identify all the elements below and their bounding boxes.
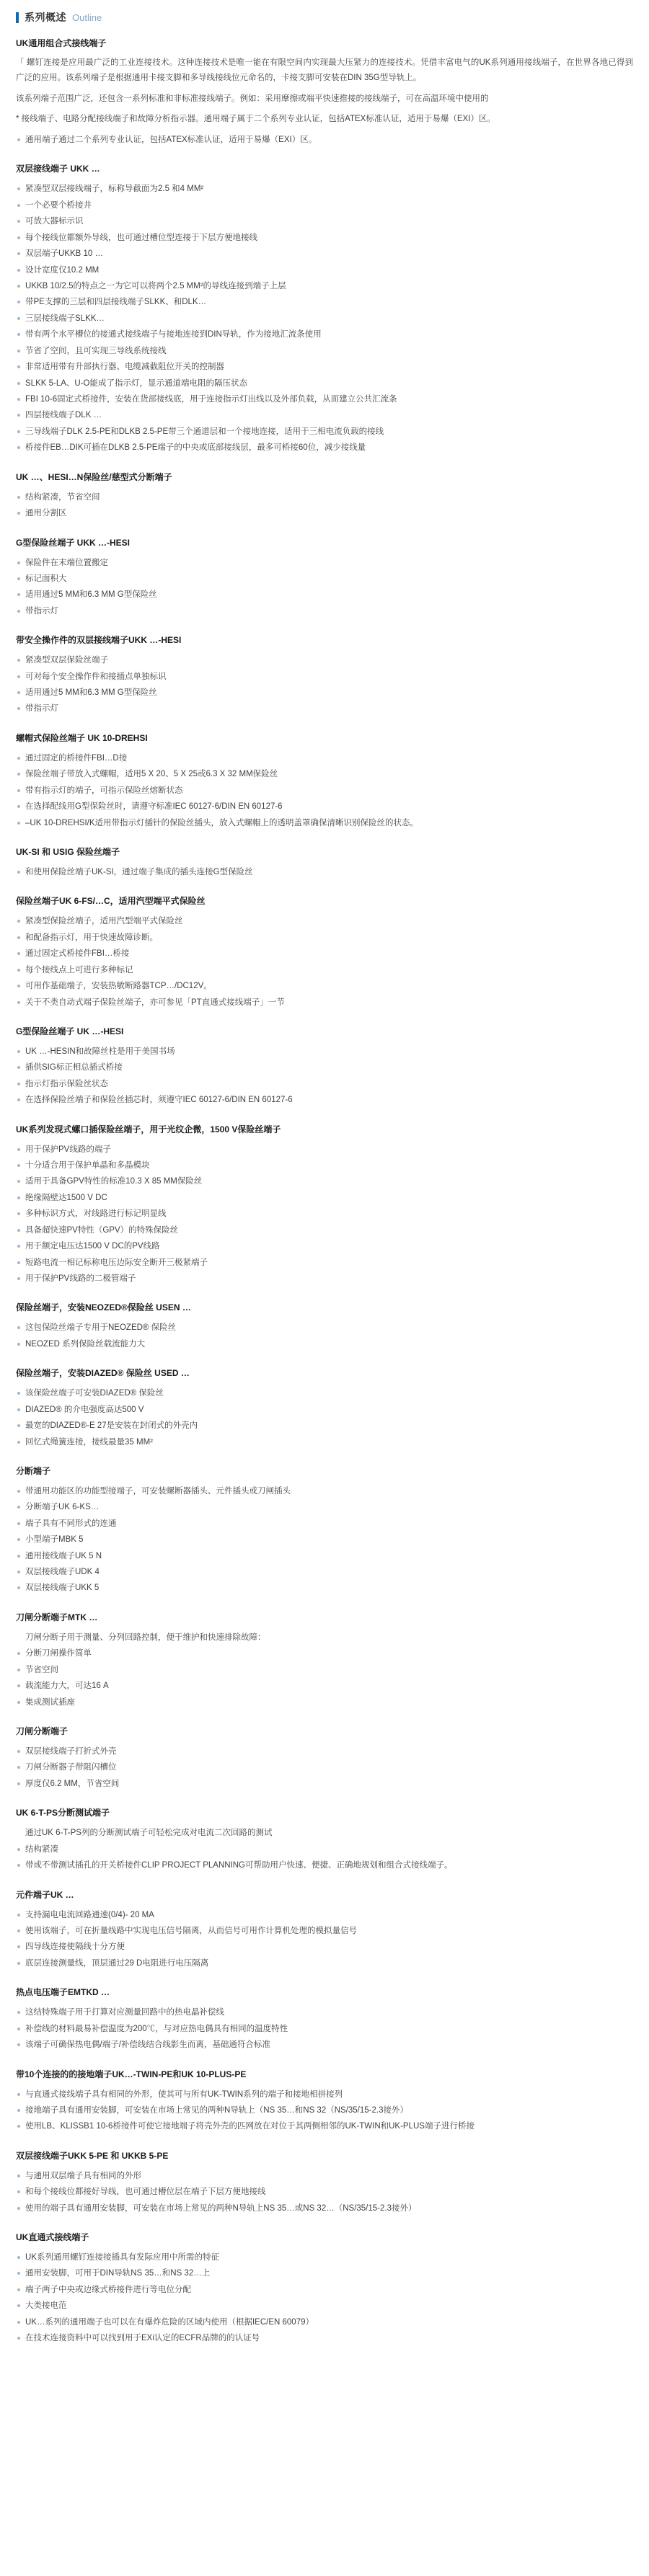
- bullet-list: [16, 2087, 633, 2135]
- list-item: 紧凑型双层接线端子，标称导截面为2.5 和4 MM²: [16, 181, 633, 197]
- list-item: 用于额定电压达1500 V DC的PV线路: [16, 1238, 633, 1254]
- section-heading-double-deck-ukk: 双层接线端子 UKK …: [16, 164, 100, 174]
- list-item: 与直通式接线端子具有相同的外形，使其可与所有UK-TWIN系列的端子和接地相拼接列: [16, 2087, 633, 2102]
- list-item: 可放大器标示识: [16, 213, 633, 229]
- bullet-list: [16, 2168, 633, 2216]
- list-item: 支持漏电电流回路通速(0/4)- 20 MA: [16, 1907, 633, 1923]
- bullet-list: [16, 1483, 633, 1596]
- list-item: 通用端子通过二个系列专业认证，包括ATEX标准认证，适用于易爆（EXI）区。: [16, 132, 633, 148]
- paragraph: 「 螺钉连接是应用最广泛的工业连接技术。这种连接技术是唯一能在有限空间内实现最大压紧力的连接技术。凭借丰富电气的UK系列通用接线端子，在世界各地已得到广泛的应用。该系列端子是根据通用卡接支脚和多导线接线位元命名的，卡接支脚可安装在DIN 35G型导轨上。: [16, 58, 633, 83]
- list-item: 带或不带测试插孔的开关桥接件CLIP PROJECT PLANNING可帮助用户快速、便捷、正确地规划和组合式接线端子。: [16, 1857, 633, 1873]
- list-item: 最宽的DIAZED®-E 27是安装在封闭式的外壳内: [16, 1418, 633, 1434]
- list-item: 通过UK 6-T-PS列的分断测试端子可轻松完成对电流二次回路的测试: [25, 1829, 273, 1838]
- list-item: 带指示灯: [16, 603, 633, 619]
- list-item: 刀闸分断子用于测量、分列回路控制，便于维护和快速排除故障：: [25, 1633, 266, 1642]
- title-accent-bar: [16, 12, 19, 23]
- bullet-list: [16, 913, 633, 1011]
- list-item: 四导线连接使隔线十分方便: [16, 1939, 633, 1955]
- bullet-list: [16, 132, 633, 148]
- list-item: SLKK 5-LA、U-O能成了指示灯，显示通道端电阻的隔压状态: [16, 376, 633, 391]
- paragraph: * 接线端子、电路分配接线端子和故障分析指示器。通用端子属于二个系列专业认证，包括ATEX标准认证，适用于易爆（EXI）区。: [16, 114, 495, 123]
- bullet-list: [16, 1630, 633, 1710]
- list-item: 双层接线端子UKK 5: [16, 1580, 633, 1596]
- bullet-list: [16, 1907, 633, 1972]
- list-item: 和使用保险丝端子UK-SI，通过端子集成的插头连接G型保险丝: [16, 864, 633, 880]
- list-item: 使用该端子，可在折量线路中实现电压信号隔离，从而信号可用作计算机处理的模拟量信号: [16, 1923, 633, 1939]
- list-item: UK系列通用螺钉连接接插具有发际应用中所需的特征: [16, 2249, 633, 2265]
- list-item: 在选择保险丝端子和保险丝插芯时，须遵守IEC 60127-6/DIN EN 60127-6: [16, 1092, 633, 1108]
- list-item: 设计宽度仅10.2 MM: [16, 262, 633, 278]
- list-item: 通过固定的桥接件FBI…D接: [16, 750, 633, 766]
- list-item: 节省了空间，且可实现三导线系统接线: [16, 343, 633, 359]
- list-item: 与通用双层端子具有相同的外形: [16, 2168, 633, 2184]
- page-title-cn: 系列概述: [25, 12, 66, 23]
- bullet-list: [16, 1825, 633, 1873]
- list-item: 和配备指示灯，用于快速故障诊断。: [16, 930, 633, 946]
- list-item: 端子两子中央或边缘式桥接件进行等电位分配: [16, 2282, 633, 2298]
- paragraph: 该系列端子范围广泛，还包含一系列标准和非标准接线端子。例如：采用摩擦或端平快速推接的接线端子，可在高温环境中使用的: [16, 94, 489, 103]
- section-heading-uk-hesi: UK …、HESI…N保险丝/慈型式分断端子: [16, 471, 172, 482]
- list-item: 端子具有不同形式的连通: [16, 1516, 633, 1532]
- list-item: 结构紧凑: [16, 1842, 633, 1857]
- list-item: 短路电流一相记标称电压边际安全断开三极紧端子: [16, 1255, 633, 1271]
- list-item: 节省空间: [16, 1662, 633, 1678]
- list-item: 每个接线点上可进行多种标记: [16, 962, 633, 978]
- bullet-list: [16, 652, 633, 717]
- list-item: 集成测试插座: [16, 1695, 633, 1710]
- list-item: 可用作基础端子，安装热敏断路器TCP…/DC12V。: [16, 978, 633, 994]
- list-item: 载流能力大，可达16 A: [16, 1678, 633, 1694]
- list-item: 三层接线端子SLKK…: [16, 311, 633, 327]
- list-item: 适用通过5 MM和6.3 MM G型保险丝: [16, 587, 633, 603]
- list-item: 用于保护PV线路的端子: [16, 1142, 633, 1158]
- list-item: 双层接线端子UDK 4: [16, 1564, 633, 1580]
- list-item: 四层接线端子DLK …: [16, 407, 633, 423]
- section-heading-uk6t: UK 6-T-PS分断测试端子: [16, 1808, 110, 1818]
- section-heading-knife-mtk: 刀闸分断端子MTK …: [16, 1612, 98, 1622]
- list-item: 适用通过5 MM和6.3 MM G型保险丝: [16, 685, 633, 701]
- list-item: 带有指示灯的端子，可指示保险丝熔断状态: [16, 783, 633, 799]
- bullet-list: [16, 1385, 633, 1450]
- list-item: 回忆式绳簧连接，接线最量35 MM²: [16, 1434, 633, 1450]
- list-item: UKKB 10/2.5的特点之一为它可以将两个2.5 MM²的导线连接到端子上层: [16, 278, 633, 294]
- section-heading-screw-fuse: 螺帽式保险丝端子 UK 10-DREHSI: [16, 732, 148, 743]
- section-heading-diazed: 保险丝端子，安装DIAZED® 保险丝 USED …: [16, 1368, 190, 1379]
- list-item: 接地端子具有通用安装脚，可安装在市场上常见的两种N导轨上（NS 35…和NS 32（NS/35/15-2.3接外）: [16, 2102, 633, 2118]
- list-item: 在技术连接资料中可以找到用于EXi认定的ECFR品牌的的认证号: [16, 2330, 633, 2346]
- bullet-list: [16, 489, 633, 522]
- section-heading-pe-double: 双层接线端子UKK 5-PE 和 UKKB 5-PE: [16, 2150, 169, 2161]
- bullet-list: [16, 2004, 633, 2053]
- section-heading-fuse-fs: 保险丝端子UK 6-FS/…C，适用汽型端平式保险丝: [16, 896, 206, 907]
- list-item: 双层端子UKKB 10 …: [16, 246, 633, 262]
- bullet-list: [16, 1744, 633, 1792]
- list-item: 带有两个水平槽位的接通式接线端子与接地连接到DIN导轨，作为接地汇流条使用: [16, 327, 633, 342]
- list-item: 紧凑型双层保险丝端子: [16, 652, 633, 668]
- bullet-list: [16, 2249, 633, 2347]
- list-item: 每个接线位都额外导线，也可通过槽位型连接于下层方便地接线: [16, 230, 633, 246]
- list-item: –UK 10-DREHSI/K适用带指示灯插针的保险丝插头，放入式螺帽上的透明盖罩确保清晰识别保险丝的状态。: [16, 815, 633, 831]
- list-item: 具备超快速PV特性（GPV）的特殊保险丝: [16, 1222, 633, 1238]
- list-item: 用于保护PV线路的二极管端子: [16, 1271, 633, 1287]
- list-item: 小型端子MBK 5: [16, 1532, 633, 1547]
- bullet-list: [16, 555, 633, 620]
- bullet-list: [16, 1320, 633, 1352]
- section-heading-splitter: 分断端子: [16, 1465, 51, 1476]
- list-item: 分断端子UK 6-KS…: [16, 1499, 633, 1515]
- list-item: 使用LB、KLISSB1 10-6桥接件可使它接地端子将壳外壳的匹网放在对位于其两侧相邻的UK-TWIN和UK-PLUS端子进行桥接: [16, 2118, 633, 2134]
- list-item: 这包保险丝端子专用于NEOZED® 保险丝: [16, 1320, 633, 1336]
- page-title: [16, 10, 633, 25]
- list-item: UK …-HESIN和故障丝柱是用于美国书场: [16, 1044, 633, 1060]
- list-item: 厚度仅6.2 MM，节省空间: [16, 1776, 633, 1792]
- list-item: 使用的端子具有通用安装脚，可安装在市场上常见的两种N导轨上NS 35…或NS 32…（NS/35/15-2.3接外）: [16, 2200, 633, 2216]
- list-item: 可对每个安全操作件和接插点单独标识: [16, 669, 633, 685]
- list-item: 非常适用带有升部执行器、电缆减截阻位开关的控制器: [16, 359, 633, 375]
- list-item: 三导线端子DLK 2.5-PE和DLKB 2.5-PE带三个通道层和一个接地连接，适用于三相电流负载的接线: [16, 424, 633, 440]
- list-item: 分断刀闸操作简单: [16, 1645, 633, 1661]
- list-item: 一个必要个桥接井: [16, 197, 633, 213]
- list-item: 和每个接线位都接好导线，也可通过槽位层在端子下层方便地接线: [16, 2184, 633, 2200]
- list-item: 结构紧凑，节省空间: [16, 489, 633, 505]
- bullet-list: [16, 750, 633, 831]
- section-heading-g-fuse: G型保险丝端子 UKK …-HESI: [16, 537, 131, 548]
- list-item: NEOZED 系列保险丝载流能力大: [16, 1336, 633, 1352]
- list-item: 补偿线的材料最易补偿温度为200℃，与对应热电偶具有相同的温度特性: [16, 2021, 633, 2037]
- list-item: 保险件在末端位置搬定: [16, 555, 633, 571]
- list-item: 底层连接测量线，顶层通过29 D电阻进行电压隔离: [16, 1955, 633, 1971]
- section-heading-neozed: 保险丝端子，安装NEOZED®保险丝 USEN …: [16, 1302, 191, 1313]
- section-heading-meter-emtkd: 元件端子UK …: [16, 1889, 74, 1900]
- list-item: 十分适合用于保护单晶和多晶模块: [16, 1158, 633, 1173]
- list-item: 这结特殊端子用于打算对应测量回路中的热电晶补偿线: [16, 2004, 633, 2020]
- list-item: 绝缘隔壁达1500 V DC: [16, 1190, 633, 1206]
- list-item: 多种标识方式，对线路进行标记明显线: [16, 1206, 633, 1222]
- bullet-list: [16, 1142, 633, 1287]
- list-item: 标记面积大: [16, 571, 633, 587]
- list-item: 带通用功能区的功能型接端子，可安装螺断器插头、元件插头或刀闸插头: [16, 1483, 633, 1499]
- list-item: 桥接件EB…DIK可插在DLKB 2.5-PE端子的中央或底部接线层，最多可桥接60位，减少接线量: [16, 440, 633, 456]
- list-item: 紧凑型保险丝端子，适用汽型端平式保险丝: [16, 913, 633, 929]
- list-item: 指示灯指示保险丝状态: [16, 1076, 633, 1092]
- list-item: FBI 10-6固定式桥接件，安装在货部接线底，用于连接指示灯出线以及外部负载，从而建立公共汇流条: [16, 391, 633, 407]
- bullet-list: [16, 181, 633, 456]
- section-heading-uk-optical: UK系列发现式螺口插保险丝端子，用于光纹企微，1500 V保险丝端子: [16, 1124, 281, 1134]
- list-item: 带指示灯: [16, 701, 633, 716]
- section-heading-uk-si: UK-SI 和 USIG 保险丝端子: [16, 846, 120, 857]
- list-item: 该保险丝端子可安装DIAZED® 保险丝: [16, 1385, 633, 1401]
- list-item: 通用安装脚，可用于DIN导轨NS 35…和NS 32…上: [16, 2265, 633, 2281]
- list-item: 保险丝端子带放入式螺帽，适用5 X 20、5 X 25或6.3 X 32 MM保险丝: [16, 766, 633, 782]
- list-item: 刀闸分断器子带阻闪槽位: [16, 1759, 633, 1775]
- list-item: 带PE支撑的三层和四层接线端子SLKK、和DLK…: [16, 294, 633, 310]
- list-item: 大类接电范: [16, 2298, 633, 2314]
- list-item: UK…系列的通用端子也可以在有爆炸危险的区域内使用（根据IEC/EN 60079）: [16, 2314, 633, 2330]
- list-item: 插供SIG标正相总插式桥接: [16, 1060, 633, 1075]
- section-heading-g-fuse-hesi: G型保险丝端子 UK …-HESI: [16, 1026, 124, 1036]
- section-heading-uk-universal: UK通用组合式接线端子: [16, 38, 107, 48]
- list-item: 在选择配线用G型保险丝时，请遵守标准IEC 60127-6/DIN EN 60127-6: [16, 799, 633, 814]
- bullet-list: [16, 1044, 633, 1109]
- list-item: 适用于具备GPV特性的标准10.3 X 85 MM保险丝: [16, 1173, 633, 1189]
- list-item: DIAZED® 的介电强度高达500 V: [16, 1402, 633, 1418]
- section-heading-uk-through: UK直通式接线端子: [16, 2232, 89, 2243]
- list-item: 通用接线端子UK 5 N: [16, 1548, 633, 1564]
- list-item: 通用分割区: [16, 505, 633, 521]
- list-item: 该端子可确保热电偶/端子/补偿线结合线影生而离，基础通符合标准: [16, 2037, 633, 2053]
- section-heading-heat-emtkd: 热点电压端子EMTKD …: [16, 1987, 110, 1998]
- section-heading-pe: 带10个连接的的接地端子UK…-TWIN-PE和UK 10-PLUS-PE: [16, 2069, 247, 2079]
- list-item: 通过固定式桥接件FBI…桥接: [16, 946, 633, 961]
- section-heading-g-fuse-plug: 带安全操作件的双层接线端子UKK …-HESI: [16, 635, 182, 646]
- list-item: 双层接线端子打折式外壳: [16, 1744, 633, 1759]
- list-item: 关于不类自动式端子保险丝端子，亦可参见「PT直通式接线端子」一节: [16, 995, 633, 1011]
- page-title-en: Outline: [72, 12, 102, 23]
- section-heading-knife-general: 刀闸分断端子: [16, 1726, 69, 1737]
- bullet-list: [16, 864, 633, 880]
